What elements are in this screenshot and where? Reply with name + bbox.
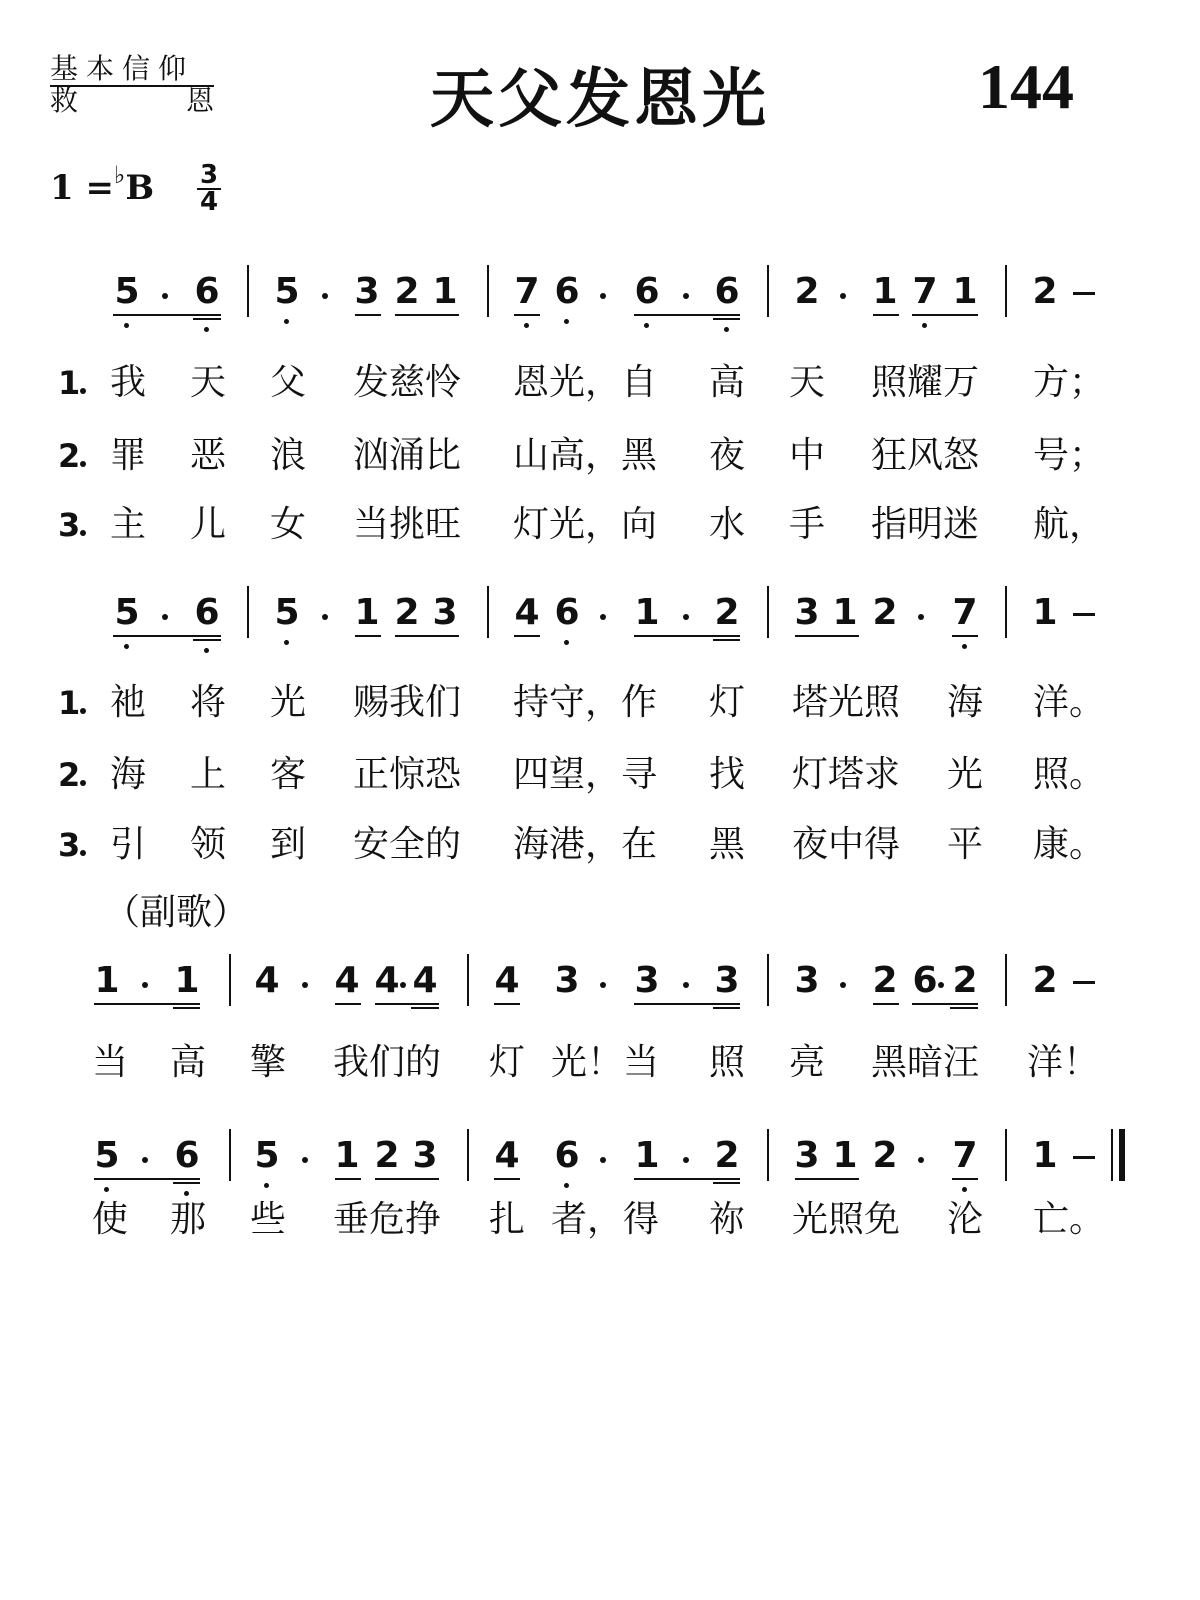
augmentation-dot xyxy=(600,982,610,987)
note: 7 xyxy=(952,592,978,633)
augmentation-dot xyxy=(162,293,172,298)
note: 4 xyxy=(374,960,400,1001)
category-label: 基本信仰 xyxy=(50,52,195,85)
augmentation-dot xyxy=(938,982,948,987)
lyric-syllable: 沦 xyxy=(946,1199,983,1240)
verse-dot xyxy=(80,780,86,786)
beam-underline xyxy=(713,639,740,641)
lyric-syllable: 儿 xyxy=(189,504,226,545)
hymn-title: 天父发恩光 xyxy=(430,63,770,137)
note: 2 xyxy=(872,960,898,1001)
sustain-dash xyxy=(1073,613,1095,616)
beam-underline xyxy=(355,314,381,316)
note: 3 xyxy=(354,271,380,312)
note: 2 xyxy=(374,1135,400,1176)
verse-number: 3 xyxy=(58,826,81,864)
augmentation-dot xyxy=(683,614,693,619)
bar-line xyxy=(767,265,769,317)
note: 6 xyxy=(634,271,660,312)
lyric-syllable: 客 xyxy=(269,754,306,795)
beam-underline xyxy=(950,1007,978,1009)
note: 6 xyxy=(714,271,740,312)
lyric-syllable: 女 xyxy=(269,504,306,545)
note: 6 xyxy=(554,592,580,633)
lyric-syllable: 引 xyxy=(109,824,146,865)
note: 1 xyxy=(832,1135,858,1176)
verse-number: 1 xyxy=(58,684,81,722)
beam-underline xyxy=(713,318,740,320)
bar-line xyxy=(1005,586,1007,638)
beam-underline xyxy=(713,1007,740,1009)
note: 1 xyxy=(832,592,858,633)
lyric-syllable: 号； xyxy=(1033,435,1106,476)
note: 7 xyxy=(952,1135,978,1176)
note: 1 xyxy=(872,271,898,312)
bar-line xyxy=(487,586,489,638)
beam-underline xyxy=(634,314,740,316)
lyric-syllable: 灯塔求 xyxy=(791,754,900,795)
lyric-syllable: 亮 xyxy=(788,1042,825,1083)
bar-line xyxy=(487,265,489,317)
verse-number: 3 xyxy=(58,506,81,544)
beam-underline xyxy=(912,314,978,316)
hymn-number: 144 xyxy=(978,51,1074,122)
note: 6 xyxy=(194,271,220,312)
lyric-syllable: 些 xyxy=(249,1199,286,1240)
beam-underline xyxy=(113,314,221,316)
bar-line xyxy=(247,265,249,317)
note: 6 xyxy=(554,271,580,312)
augmentation-dot xyxy=(302,1157,312,1162)
verse-dot xyxy=(80,388,86,394)
note: 2 xyxy=(714,592,740,633)
note: 3 xyxy=(554,960,580,1001)
bar-line xyxy=(767,586,769,638)
beam-underline xyxy=(634,1003,740,1005)
beam-underline xyxy=(335,1178,361,1180)
beam-underline xyxy=(494,1178,520,1180)
beam-underline xyxy=(514,635,540,637)
bar-line xyxy=(1005,954,1007,1006)
augmentation-dot xyxy=(322,614,332,619)
beam-underline xyxy=(795,1178,859,1180)
lyric-syllable: 天 xyxy=(788,362,825,403)
lyric-syllable: 找 xyxy=(708,754,745,795)
lyric-syllable: 正惊恐 xyxy=(352,754,461,795)
note: 2 xyxy=(394,271,420,312)
augmentation-dot xyxy=(840,293,850,298)
augmentation-dot xyxy=(142,1157,152,1162)
beam-underline xyxy=(952,1178,978,1180)
subcategory-char-right: 恩 xyxy=(186,84,215,117)
note: 7 xyxy=(514,271,540,312)
beam-underline xyxy=(355,635,381,637)
augmentation-dot xyxy=(600,1157,610,1162)
note: 6 xyxy=(194,592,220,633)
beam-underline xyxy=(494,1003,520,1005)
note: 3 xyxy=(794,1135,820,1176)
beam-underline xyxy=(335,1003,361,1005)
lyric-syllable: 我们的 xyxy=(332,1042,441,1083)
lyric-syllable: 灯光，向 xyxy=(512,504,657,545)
note: 1 xyxy=(952,271,978,312)
beam-underline xyxy=(634,635,740,637)
lyric-syllable: 夜中得 xyxy=(791,824,900,865)
note: 1 xyxy=(634,1135,660,1176)
note: 2 xyxy=(872,592,898,633)
augmentation-dot xyxy=(683,1157,693,1162)
lyric-syllable: 海 xyxy=(109,754,146,795)
note: 2 xyxy=(794,271,820,312)
lyric-syllable: 当 xyxy=(91,1042,128,1083)
lyric-syllable: 高 xyxy=(708,362,745,403)
augmentation-dot xyxy=(302,982,312,987)
flat-symbol: ♭ xyxy=(113,160,126,189)
lyric-syllable: 海 xyxy=(946,682,983,723)
bar-line xyxy=(229,954,231,1006)
lyric-syllable: 黑暗汪 xyxy=(870,1042,979,1083)
augmentation-dot xyxy=(600,614,610,619)
note: 3 xyxy=(714,960,740,1001)
note: 6 xyxy=(912,960,938,1001)
beam-underline xyxy=(375,1178,439,1180)
beam-underline xyxy=(514,314,540,316)
note: 5 xyxy=(274,592,300,633)
lyric-syllable: 洋！ xyxy=(1027,1042,1100,1083)
sustain-dash xyxy=(1073,292,1095,295)
augmentation-dot xyxy=(683,982,693,987)
sustain-dash xyxy=(1073,1156,1095,1159)
lyric-syllable: 持守，作 xyxy=(512,682,657,723)
beam-underline xyxy=(634,1178,740,1180)
lyric-syllable: 水 xyxy=(708,504,745,545)
lyric-syllable: 祢 xyxy=(708,1199,745,1240)
lyric-syllable: 到 xyxy=(269,824,306,865)
lyric-syllable: 领 xyxy=(189,824,226,865)
lyric-syllable: 方； xyxy=(1033,362,1106,403)
bar-line xyxy=(1005,1129,1007,1181)
bar-line xyxy=(467,954,469,1006)
lyric-syllable: 主 xyxy=(109,504,146,545)
note: 1 xyxy=(634,592,660,633)
note: 1 xyxy=(334,1135,360,1176)
note: 1 xyxy=(174,960,200,1001)
lyric-syllable: 洋。 xyxy=(1033,682,1106,723)
note: 3 xyxy=(634,960,660,1001)
time-signature-top: 3 xyxy=(197,163,221,190)
lyric-syllable: 汹涌比 xyxy=(352,435,461,476)
note: 6 xyxy=(174,1135,200,1176)
note: 2 xyxy=(714,1135,740,1176)
lyric-syllable: 那 xyxy=(169,1199,206,1240)
lyric-syllable: 亡。 xyxy=(1033,1199,1106,1240)
lyric-syllable: 安全的 xyxy=(352,824,461,865)
lyric-syllable: 平 xyxy=(946,824,983,865)
augmentation-dot xyxy=(918,1157,928,1162)
note: 5 xyxy=(94,1135,120,1176)
beam-underline xyxy=(375,1003,439,1005)
bar-line xyxy=(767,954,769,1006)
lyric-syllable: 擎 xyxy=(249,1042,286,1083)
lyric-syllable: 手 xyxy=(788,504,825,545)
note: 4 xyxy=(254,960,280,1001)
lyric-syllable: 照耀万 xyxy=(870,362,979,403)
lyric-syllable: 上 xyxy=(189,754,226,795)
augmentation-dot xyxy=(162,614,172,619)
lyric-syllable: 四望，寻 xyxy=(512,754,657,795)
beam-underline xyxy=(173,1007,200,1009)
lyric-syllable: 浪 xyxy=(269,435,306,476)
bar-line xyxy=(229,1129,231,1181)
augmentation-dot xyxy=(840,982,850,987)
note: 4 xyxy=(514,592,540,633)
verse-number: 1 xyxy=(58,364,81,402)
lyric-syllable: 光照免 xyxy=(791,1199,900,1240)
verse-number: 2 xyxy=(58,756,81,794)
lyric-syllable: 照 xyxy=(708,1042,745,1083)
lyric-syllable: 塔光照 xyxy=(791,682,900,723)
note: 4 xyxy=(494,1135,520,1176)
lyric-syllable: 灯 xyxy=(708,682,745,723)
bar-line xyxy=(467,1129,469,1181)
verse-dot xyxy=(80,850,86,856)
note: 1 xyxy=(1032,592,1058,633)
lyric-syllable: 高 xyxy=(169,1042,206,1083)
augmentation-dot xyxy=(400,982,410,987)
bar-line xyxy=(247,586,249,638)
note: 4 xyxy=(412,960,438,1001)
key-letter: B xyxy=(125,168,155,208)
lyric-syllable: 航， xyxy=(1033,504,1106,545)
augmentation-dot xyxy=(918,614,928,619)
augmentation-dot xyxy=(600,293,610,298)
key-signature xyxy=(50,160,155,208)
beam-underline xyxy=(395,314,459,316)
augmentation-dot xyxy=(322,293,332,298)
beam-underline xyxy=(873,1003,899,1005)
beam-underline xyxy=(173,1182,200,1184)
lyric-syllable: 祂 xyxy=(109,682,146,723)
beam-underline xyxy=(193,639,221,641)
lyric-syllable: 发慈怜 xyxy=(352,362,461,403)
note: 4 xyxy=(494,960,520,1001)
beam-underline xyxy=(113,635,221,637)
note: 6 xyxy=(554,1135,580,1176)
augmentation-dot xyxy=(683,293,693,298)
lyric-syllable: 将 xyxy=(189,682,226,723)
lyric-syllable: 恶 xyxy=(189,435,226,476)
sustain-dash xyxy=(1073,981,1095,984)
lyric-syllable: 使 xyxy=(91,1199,128,1240)
lyric-syllable: 扎 xyxy=(488,1199,525,1240)
beam-underline xyxy=(94,1178,200,1180)
beam-underline xyxy=(873,314,899,316)
lyric-syllable: 垂危挣 xyxy=(332,1199,441,1240)
note: 5 xyxy=(254,1135,280,1176)
lyric-syllable: 指明迷 xyxy=(870,504,979,545)
lyric-syllable: 当挑旺 xyxy=(352,504,461,545)
note: 1 xyxy=(432,271,458,312)
key-prefix: 1 = xyxy=(50,168,114,208)
note: 5 xyxy=(114,592,140,633)
lyric-syllable: 罪 xyxy=(109,435,146,476)
beam-underline xyxy=(912,1003,978,1005)
lyric-syllable: 光 xyxy=(269,682,306,723)
note: 1 xyxy=(354,592,380,633)
note: 7 xyxy=(912,271,938,312)
note: 1 xyxy=(94,960,120,1001)
note: 2 xyxy=(1032,271,1058,312)
beam-underline xyxy=(395,635,459,637)
lyric-syllable: 海港，在 xyxy=(512,824,657,865)
subcategory-char-left: 救 xyxy=(50,84,79,117)
lyric-syllable: 黑 xyxy=(708,824,745,865)
lyric-syllable: 夜 xyxy=(708,435,745,476)
beam-underline xyxy=(193,318,221,320)
lyric-syllable: 山高，黑 xyxy=(512,435,657,476)
note: 2 xyxy=(1032,960,1058,1001)
lyric-syllable: 光 xyxy=(946,754,983,795)
verse-number: 2 xyxy=(58,437,81,475)
final-bar-thin xyxy=(1111,1129,1113,1181)
lyric-syllable: 者，得 xyxy=(550,1199,659,1240)
note: 5 xyxy=(114,271,140,312)
lyric-syllable: 天 xyxy=(189,362,226,403)
beam-underline xyxy=(952,635,978,637)
augmentation-dot xyxy=(142,982,152,987)
note: 1 xyxy=(1032,1135,1058,1176)
note: 4 xyxy=(334,960,360,1001)
final-bar-thick xyxy=(1119,1129,1125,1181)
bar-line xyxy=(767,1129,769,1181)
verse-dot xyxy=(80,530,86,536)
beam-underline xyxy=(94,1003,200,1005)
verse-dot xyxy=(80,461,86,467)
beam-underline xyxy=(411,1007,439,1009)
lyric-syllable: 恩光，自 xyxy=(512,362,657,403)
note: 2 xyxy=(952,960,978,1001)
note: 3 xyxy=(794,592,820,633)
lyric-syllable: 赐我们 xyxy=(352,682,461,723)
time-signature xyxy=(197,160,221,217)
beam-underline xyxy=(713,1182,740,1184)
lyric-syllable: 父 xyxy=(269,362,306,403)
lyric-syllable: 我 xyxy=(109,362,146,403)
time-signature-bottom: 4 xyxy=(199,187,219,217)
bar-line xyxy=(1005,265,1007,317)
lyric-syllable: 狂风怒 xyxy=(870,435,979,476)
note: 5 xyxy=(274,271,300,312)
beam-underline xyxy=(795,635,859,637)
note: 3 xyxy=(412,1135,438,1176)
lyric-syllable: 中 xyxy=(788,435,825,476)
note: 3 xyxy=(794,960,820,1001)
lyric-syllable: 康。 xyxy=(1033,824,1106,865)
note: 2 xyxy=(872,1135,898,1176)
lyric-syllable: 照。 xyxy=(1033,754,1106,795)
verse-dot xyxy=(80,708,86,714)
note: 3 xyxy=(432,592,458,633)
note: 2 xyxy=(394,592,420,633)
lyric-syllable: 光！当 xyxy=(550,1042,659,1083)
chorus-label: （副歌） xyxy=(104,892,249,933)
lyric-syllable: 灯 xyxy=(488,1042,525,1083)
